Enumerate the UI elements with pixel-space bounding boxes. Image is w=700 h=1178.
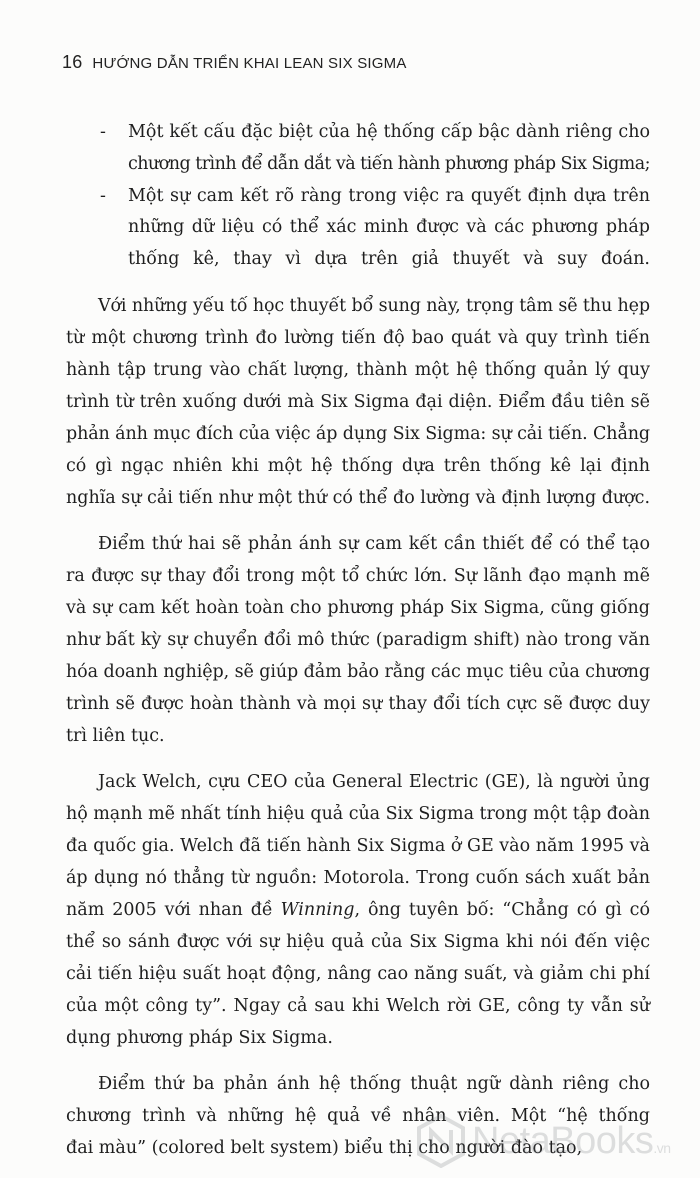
bullet-line: thống kê, thay vì dựa trên giả thuyết và suy đoán. bbox=[128, 249, 650, 269]
paragraph-line: trình từ trên xuống dưới mà Six Sigma đại diện. Điểm đầu tiên sẽ bbox=[66, 392, 650, 412]
paragraph-line: hóa doanh nghiệp, sẽ giúp đảm bảo rằng các mục tiêu của chương bbox=[66, 662, 650, 682]
paragraph-line: Điểm thứ hai sẽ phản ánh sự cam kết cần thiết để có thể tạo bbox=[98, 534, 650, 554]
bullet-line: Một kết cấu đặc biệt của hệ thống cấp bậc dành riêng cho bbox=[128, 122, 650, 142]
paragraph-line: từ một chương trình đo lường tiến độ bao quát và quy trình tiến bbox=[66, 328, 650, 348]
watermark-text: NetaBooks.vn bbox=[472, 1120, 671, 1162]
bullet-dash: - bbox=[100, 186, 106, 206]
page-number: 16 bbox=[62, 52, 83, 72]
paragraph-line: cải tiến hiệu suất hoạt động, nâng cao năng suất, và giảm chi phí bbox=[66, 964, 650, 984]
bullet-line: Một sự cam kết rõ ràng trong việc ra quyết định dựa trên bbox=[128, 186, 650, 206]
paragraph-line: đai màu” (colored belt system) biểu thị cho người đào tạo, bbox=[66, 1138, 583, 1158]
paragraph-line: của một công ty”. Ngay cả sau khi Welch rời GE, công ty vẫn sử bbox=[66, 996, 650, 1016]
running-header bbox=[62, 52, 407, 73]
paragraph-line: hành tập trung vào chất lượng, thành một hệ thống quản lý quy bbox=[66, 360, 650, 380]
bullet-line: chương trình để dẫn dắt và tiến hành phương pháp Six Sigma; bbox=[128, 154, 650, 174]
book-title-italic: Winning bbox=[280, 900, 355, 920]
paragraph-line: Jack Welch, cựu CEO của General Electric (GE), là người ủng bbox=[98, 772, 650, 792]
paragraph-line: thể so sánh được với sự hiệu quả của Six Sigma khi nói đến việc bbox=[66, 932, 650, 952]
paragraph-line: nghĩa sự cải tiến như một thứ có thể đo lường và định lượng được. bbox=[66, 488, 650, 508]
paragraph-line: phản ánh mục đích của việc áp dụng Six Sigma: sự cải tiến. Chẳng bbox=[66, 424, 650, 444]
paragraph-line: Với những yếu tố học thuyết bổ sung này, trọng tâm sẽ thu hẹp bbox=[98, 296, 650, 316]
netabooks-watermark bbox=[416, 1112, 686, 1172]
paragraph-line: trì liên tục. bbox=[66, 726, 165, 746]
paragraph-line: và sự cam kết hoàn toàn cho phương pháp Six Sigma, cũng giống bbox=[66, 598, 650, 618]
paragraph-line: năm 2005 với nhan đề Winning, ông tuyên bố: “Chẳng có gì có bbox=[66, 900, 650, 920]
paragraph-line: hộ mạnh mẽ nhất tính hiệu quả của Six Sigma trong một tập đoàn bbox=[66, 804, 650, 824]
paragraph-line: ra được sự thay đổi trong một tổ chức lớn. Sự lãnh đạo mạnh mẽ bbox=[66, 566, 650, 586]
netabooks-logo-icon bbox=[416, 1114, 466, 1168]
bullet-line: những dữ liệu có thể xác minh được và các phương pháp bbox=[128, 217, 650, 237]
bullet-dash: - bbox=[100, 122, 106, 142]
paragraph-line: có gì ngạc nhiên khi một hệ thống dựa trên thống kê lại định bbox=[66, 456, 650, 476]
paragraph-line: đa quốc gia. Welch đã tiến hành Six Sigma ở GE vào năm 1995 và bbox=[66, 836, 650, 856]
paragraph-line: Điểm thứ ba phản ánh hệ thống thuật ngữ dành riêng cho bbox=[98, 1074, 650, 1094]
paragraph-line: trình sẽ được hoàn thành và mọi sự thay đổi tích cực sẽ được duy bbox=[66, 694, 650, 714]
book-title: HƯỚNG DẪN TRIỂN KHAI LEAN SIX SIGMA bbox=[92, 55, 407, 72]
paragraph-line: chương trình và những hệ quả về nhân viên. Một “hệ thống bbox=[66, 1106, 650, 1126]
paragraph-line: như bất kỳ sự chuyển đổi mô thức (paradigm shift) nào trong văn bbox=[66, 630, 650, 650]
paragraph-line: áp dụng nó thẳng từ nguồn: Motorola. Trong cuốn sách xuất bản bbox=[66, 868, 650, 888]
paragraph-line: dụng phương pháp Six Sigma. bbox=[66, 1028, 333, 1048]
